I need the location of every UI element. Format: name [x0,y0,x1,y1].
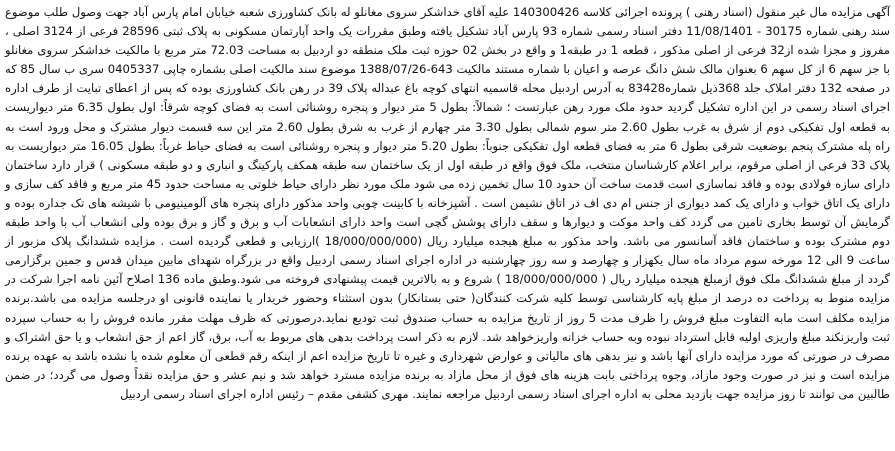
auction-notice-text: آگهی مزایده مال غیر منقول (اسناد رهنی ) پرونده اجرائی کلاسه 140300426 علیه آقای خداشکر سروی مغانلو له بانک کشاورزی شعبه خیابان امام پارس آباد جهت وصول طلب موضوع سند رهنی شماره 30175 - 11/08/1401 دفتر اسناد رسمی شماره 93 پارس آباد تشکیل یافته وطبق مقررات یک واحد آپارتمان مسکونی به پلاک ثبتی 28596 فرعی از 3124 اصلی ، مفروز و مجزا شده از32 فرعی از اصلی مذکور ، قطعه 1 در طبقه1 و واقع در بخش 02 حوزه ثبت ملک منطقه دو اردبیل به مساحت 72.03 متر مربع با مالکیت خداشکر سروی مغانلو با جز سهم 6 از کل سهم 6 بعنوان مالک شش دانگ عرصه و اعیان با شماره مستند مالکیت 643-1388/07/26 موضوع سند مالکیت اصلی بشماره چاپی 0405337 سری ب سال 85 که در صفحه 132 دفتر املاک جلد 368ذیل شماره83428 به آدرس اردبیل محله قاسمیه انتهای کوچه باغ عبداله پلاک 39 در رهن بانک کشاورزی بوده که پس از اعطای تبایت از طرف اداره اجرای اسناد رسمی در این اداره تشکیل گردید حدود ملک مورد رهن عبارتست ؛ شمالاً: بطول 5 متر دیوار و پنجره روشنائی است به فضای کوچه شرقاً: اول بطول 6.35 متر دیواریست به قطعه اول تفکیکی دوم از شرق به غرب بطول 2.60 متر سوم شمالی بطول 3.30 متر چهارم از غرب به شرق بطول 2.60 متر این سه قسمت دیوار مشترک و محل ورود است به راه پله مشترک پنجم بوضعیت شرقی بطول 6 متر به فضای قطعه اول تفکیکی جنوباً: بطول 5.20 متر دیوار و پنجره روشنائی است به فضای حیاط غرباً: بطول 16.05 متر دیواریست به پلاک 33 فرعی از اصلی مرقوم، برابر اعلام کارشناسان منتخب، ملک فوق واقع در طبقه اول از یک ساختمان سه طبقه همکف پارکینگ و انباری و دو طبقه مسکونی ) قرار دارد ساختمان دارای سازه فولادی بوده و فاقد نماسازی است قدمت ساخت آن حدود 10 سال تخمین زده می شود ملک مورد نظر دارای حیاط خلوتی به مساحت حدود 45 متر مربع و فاقد کف سازی و دارای یک اتاق خواب و دارای یک کمد دیواری از جنس ام دی اف در اتاق نشیمن است . آشپزخانه با کابینت چوبی واحد مذکور دارای پنجره های آلومینیومی با شیشه های تک جداره بوده و گرمایش آن توسط بخاری تامین می گردد کف واحد موکت و دیوارها و سقف دارای پوشش گچی است واحد دارای انشعابات آب و برق و گاز و برق بوده ولی انشعاب آب با واحد طبقه دوم مشترک بوده و ساختمان فاقد آسانسور می باشد. واحد مذکور به مبلغ هیجده میلیارد ریال (18/000/000/000 )ارزیابی و قطعی گردیده است . مزایده ششدانگ پلاک مزبور از ساعت 9 الی 12 مورخه سوم مرداد ماه سال یکهزار و چهارصد و سه روز چهارشنبه در اداره اجرای اسناد رسمی اردبیل واقع در بزرگراه شهدای مابین میدان قدس و جمین برگزارمی گردد از مبلغ ششدانگ ملک فوق ازمبلغ هیجده میلیارد ریال ( 18/000/000/000 ) شروع و به بالاترین قیمت پیشنهادی فروخته می شود.وطبق ماده 136 اصلاح آئین نامه اجرا شرکت در مزایده منوط به پرداخت ده درصد از مبلغ پایه کارشناسی توسط کلیه شرکت کنندگان( حتی بستانکار) بدون استثناء وحضور خریدار یا نماینده قانونی او درجلسه مزایده می باشد.برنده مزایده مکلف است مابه التفاوت مبلغ فروش را ظرف مدت 5 روز از تاریخ مزایده به حساب صندوق ثبت تودیع نماید.درصورتی که ظرف مهلت مقرر مانده فروش را به حساب سپرده ثبت واریزنکند مبلغ واریزی اولیه قابل استرداد نبوده وبه حساب خزانه واریزخواهد شد. لازم به ذکر است پرداخت بدهی های مربوط به آب، برق، گاز اعم از حق انشعاب و یا حق اشتراک و مصرف در صورتی که مورد مزایده دارای آنها باشد و نیز بدهی های مالیاتی و عوارض شهرداری و غیره تا تاریخ مزایده اعم از اینکه رقم قطعی آن معلوم شده یا نشده باشد به عهده برنده مزایده است و نیز در صورت وجود مازاد، وجوه پرداختی بابت هزینه های فوق از محل مازاد به برنده مزایده مسترد خواهد شد و نیم عشر و حق مزایده نقداً وصول می گردد؛ در ضمن طالبین می توانند تا روز مزایده جهت بازدید محلی به اداره اجرای اسناد رسمی اردبیل مراجعه نمایند. مهری کشفی مقدم – رئیس اداره اجرای اسناد رسمی اردبیل [5,5,890,401]
